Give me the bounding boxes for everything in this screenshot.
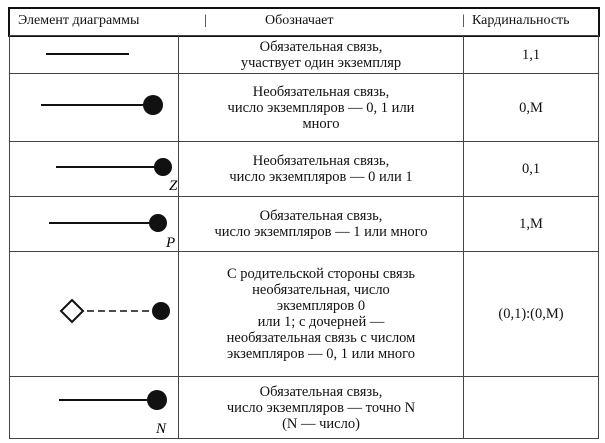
diamond-dashed-dot-icon	[10, 252, 178, 376]
symbol-cell	[10, 36, 179, 74]
header-separator: |	[462, 13, 465, 28]
header-meaning: Обозначает	[265, 13, 334, 28]
cardinality-cell: (0,1):(0,M)	[464, 252, 599, 377]
svg-text:Z: Z	[169, 178, 178, 194]
meaning-cell: Необязательная связь, число экземпляров — 0 или 1	[179, 142, 464, 197]
header-separator: |	[204, 13, 207, 28]
header-element: Элемент диаграммы	[18, 13, 140, 28]
cardinality-cell: 1,1	[464, 36, 599, 74]
meaning-cell: Обязательная связь, число экземпляров — точно N (N — число)	[179, 377, 464, 439]
line-dot-n-icon	[10, 377, 178, 438]
header-cardinality: Кардинальность	[472, 13, 570, 28]
table-row	[10, 36, 599, 74]
cardinality-cell	[464, 377, 599, 439]
symbol-cell	[10, 142, 179, 197]
line-dot-icon	[10, 74, 178, 141]
table-row	[10, 197, 599, 252]
table-row	[10, 252, 599, 377]
symbol-cell	[10, 74, 179, 142]
meaning-cell: Обязательная связь, участвует один экземпляр	[179, 36, 464, 74]
symbol-cell	[10, 252, 179, 377]
solid-line-icon	[10, 36, 178, 73]
table-header	[8, 7, 600, 37]
table-row	[10, 74, 599, 142]
meaning-cell: С родительской стороны связь необязательная, число экземпляров 0 или 1; с дочерней — необязательная связь с числом экземпляров — 0, 1 или много	[179, 252, 464, 377]
symbol-cell	[10, 377, 179, 439]
symbol-cell	[10, 197, 179, 252]
cardinality-cell: 0,1	[464, 142, 599, 197]
meaning-cell: Необязательная связь, число экземпляров — 0, 1 или много	[179, 74, 464, 142]
table-row	[10, 142, 599, 197]
line-dot-p-icon	[10, 197, 178, 251]
svg-text:P: P	[166, 235, 176, 251]
table-row	[10, 377, 599, 439]
cardinality-cell: 0,M	[464, 74, 599, 142]
cardinality-cell: 1,M	[464, 197, 599, 252]
svg-text:N: N	[156, 421, 167, 437]
notation-table	[9, 35, 599, 439]
line-dot-z-icon	[10, 142, 178, 196]
meaning-cell: Обязательная связь, число экземпляров — 1 или много	[179, 197, 464, 252]
